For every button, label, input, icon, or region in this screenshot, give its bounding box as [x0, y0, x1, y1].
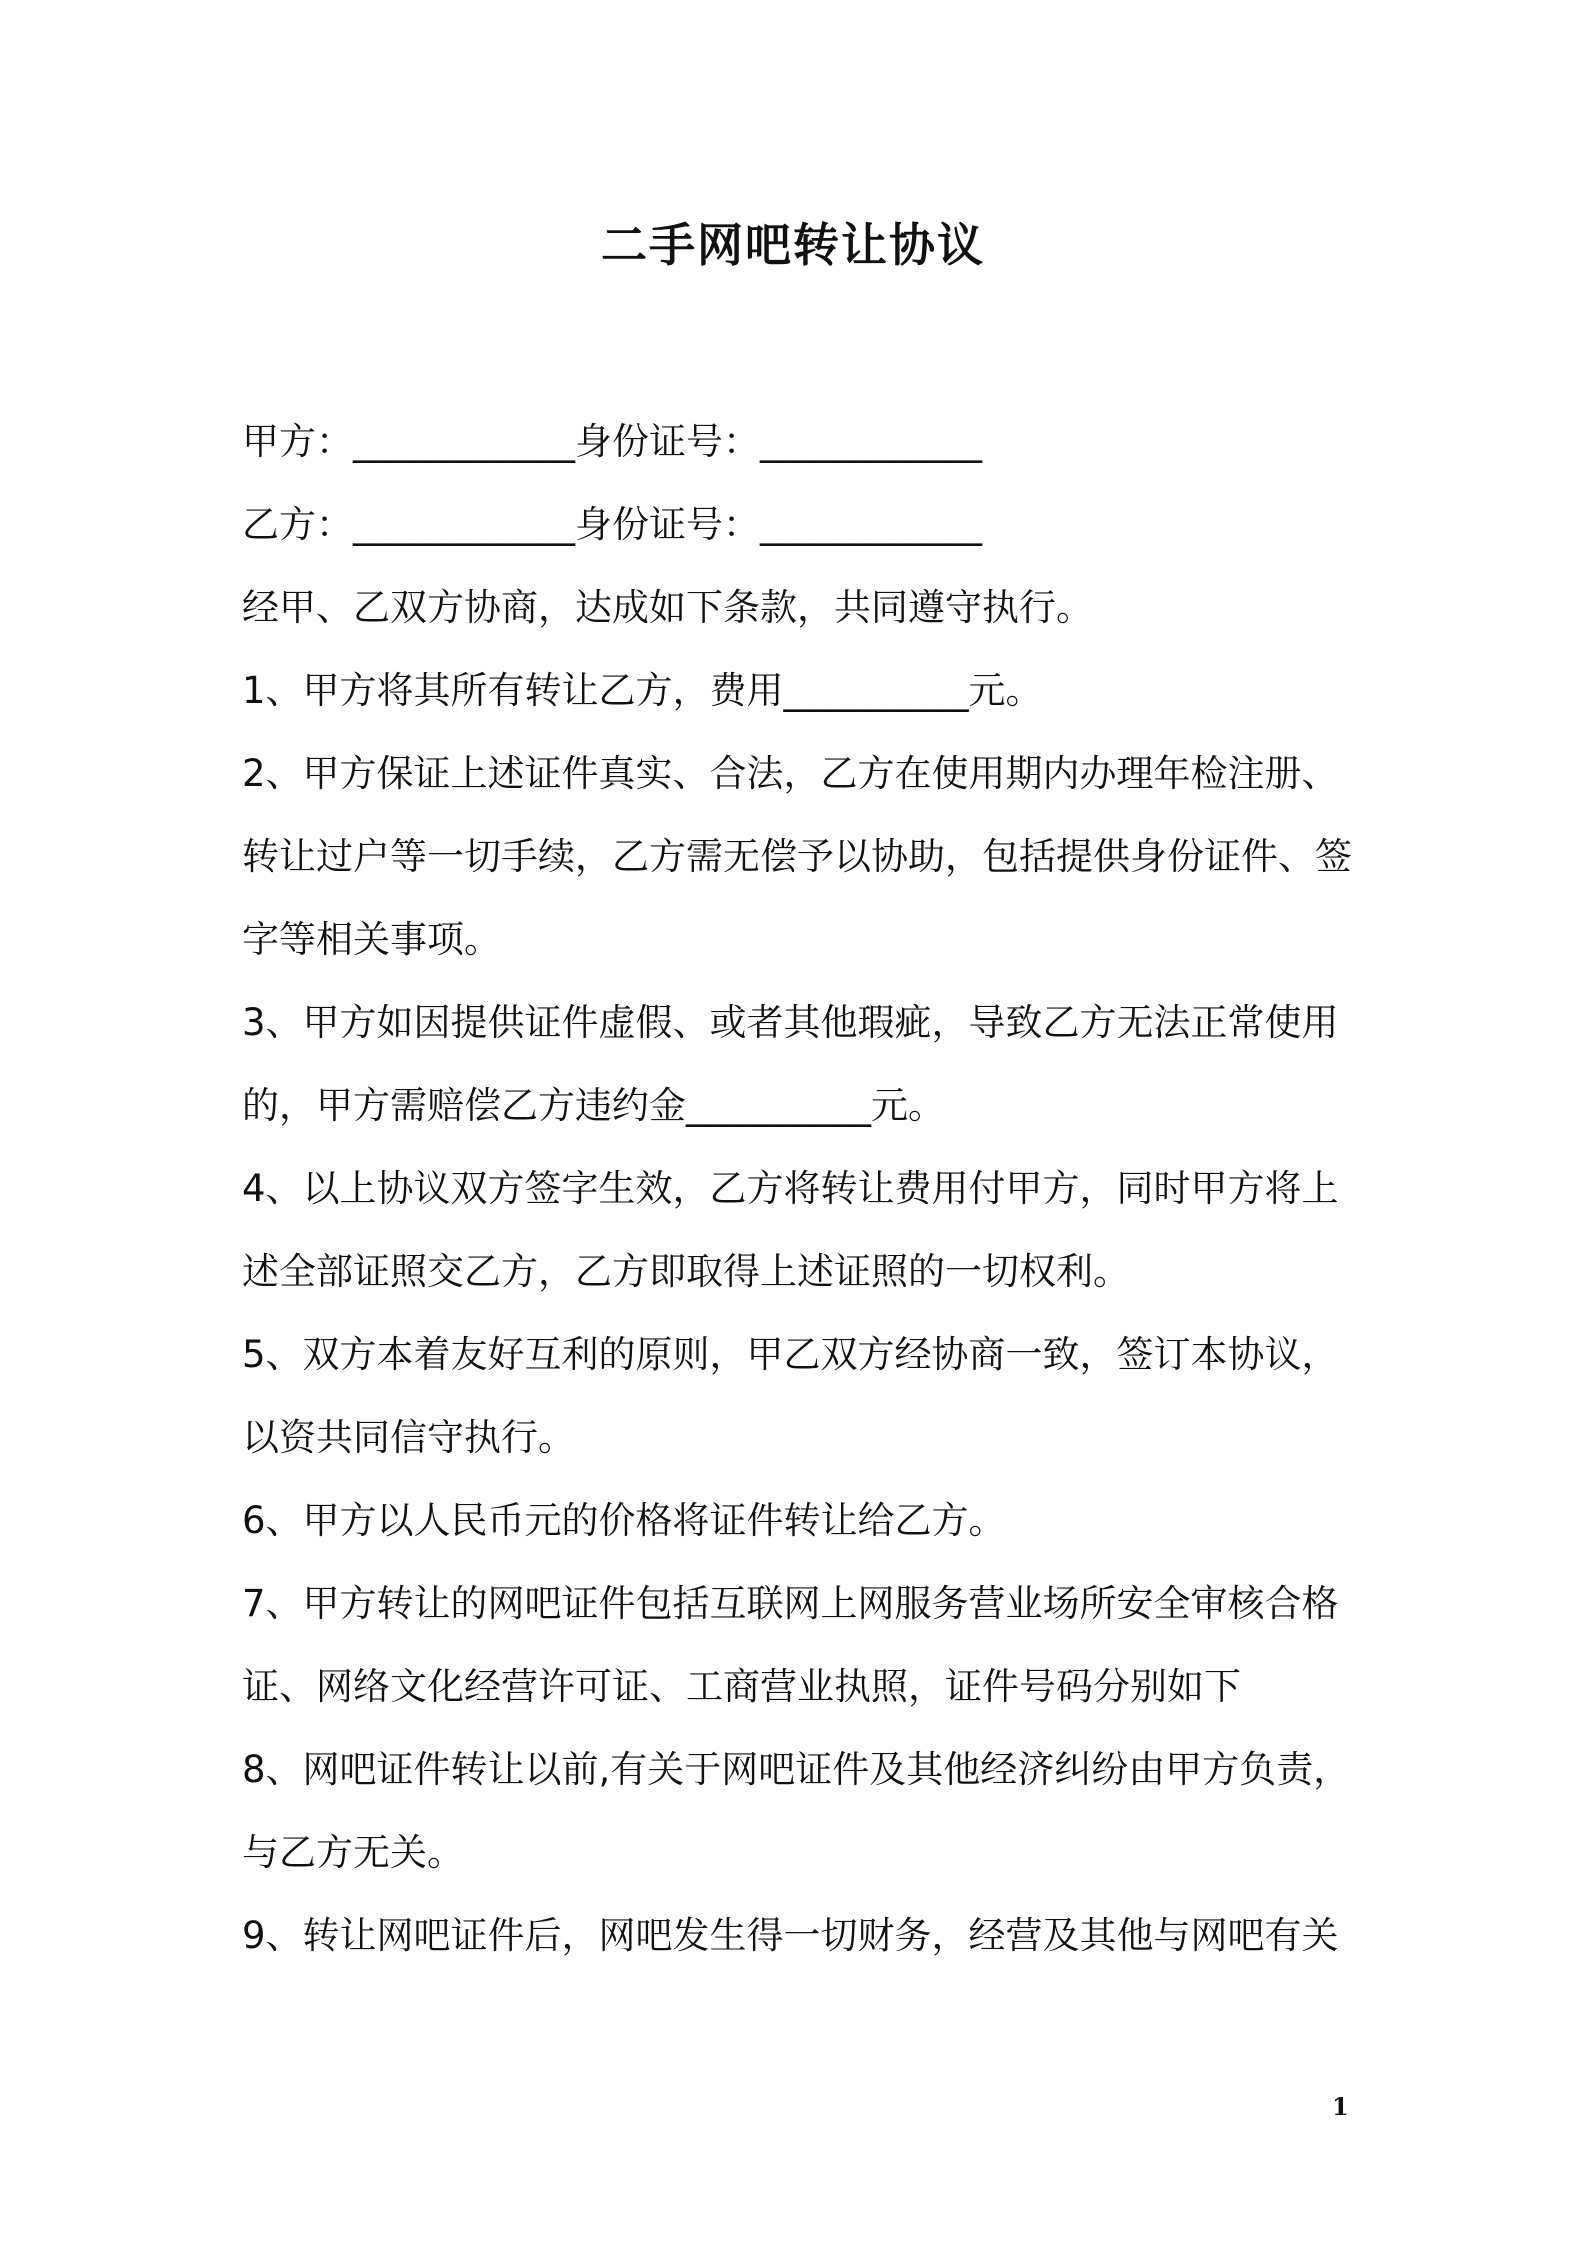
- clause-4-line-1: 4、以上协议双方签字生效，乙方将转让费用付甲方，同时甲方将上: [242, 1167, 1339, 1210]
- document-title: 二手网吧转让协议: [601, 218, 985, 272]
- page-number: 1: [1332, 2092, 1349, 2121]
- clause-2-line-2: 转让过户等一切手续，乙方需无偿予以协助，包括提供身份证件、签: [242, 835, 1352, 878]
- party-a-line: 甲方：____________身份证号：____________: [242, 420, 982, 463]
- clause-6-line: 6、甲方以人民币元的价格将证件转让给乙方。: [242, 1499, 1006, 1542]
- clause-9-line-1: 9、转让网吧证件后，网吧发生得一切财务，经营及其他与网吧有关: [242, 1914, 1339, 1957]
- clause-7-line-2: 证、网络文化经营许可证、工商营业执照，证件号码分别如下: [242, 1665, 1241, 1708]
- document-body: [242, 400, 1362, 1977]
- party-b-line: 乙方：____________身份证号：____________: [242, 503, 982, 546]
- clause-4-line-2: 述全部证照交乙方，乙方即取得上述证照的一切权利。: [242, 1250, 1130, 1293]
- clause-8-line-1: 8、网吧证件转让以前,有关于网吧证件及其他经济纠纷由甲方负责，: [242, 1748, 1351, 1791]
- clause-8-line-2: 与乙方无关。: [242, 1831, 464, 1874]
- clause-2-line-3: 字等相关事项。: [242, 918, 501, 961]
- clause-7-line-1: 7、甲方转让的网吧证件包括互联网上网服务营业场所安全审核合格: [242, 1582, 1339, 1625]
- clause-3-line-2: 的，甲方需赔偿乙方违约金__________元。: [242, 1084, 945, 1127]
- clause-5-line-1: 5、双方本着友好互利的原则，甲乙双方经协商一致，签订本协议，: [242, 1333, 1339, 1376]
- clause-5-line-2: 以资共同信守执行。: [242, 1416, 575, 1459]
- clause-3-line-1: 3、甲方如因提供证件虚假、或者其他瑕疵，导致乙方无法正常使用: [242, 1001, 1339, 1044]
- clause-1-line: 1、甲方将其所有转让乙方，费用__________元。: [242, 669, 1043, 712]
- clause-2-line-1: 2、甲方保证上述证件真实、合法，乙方在使用期内办理年检注册、: [242, 752, 1339, 795]
- intro-line: 经甲、乙双方协商，达成如下条款，共同遵守执行。: [242, 586, 1093, 629]
